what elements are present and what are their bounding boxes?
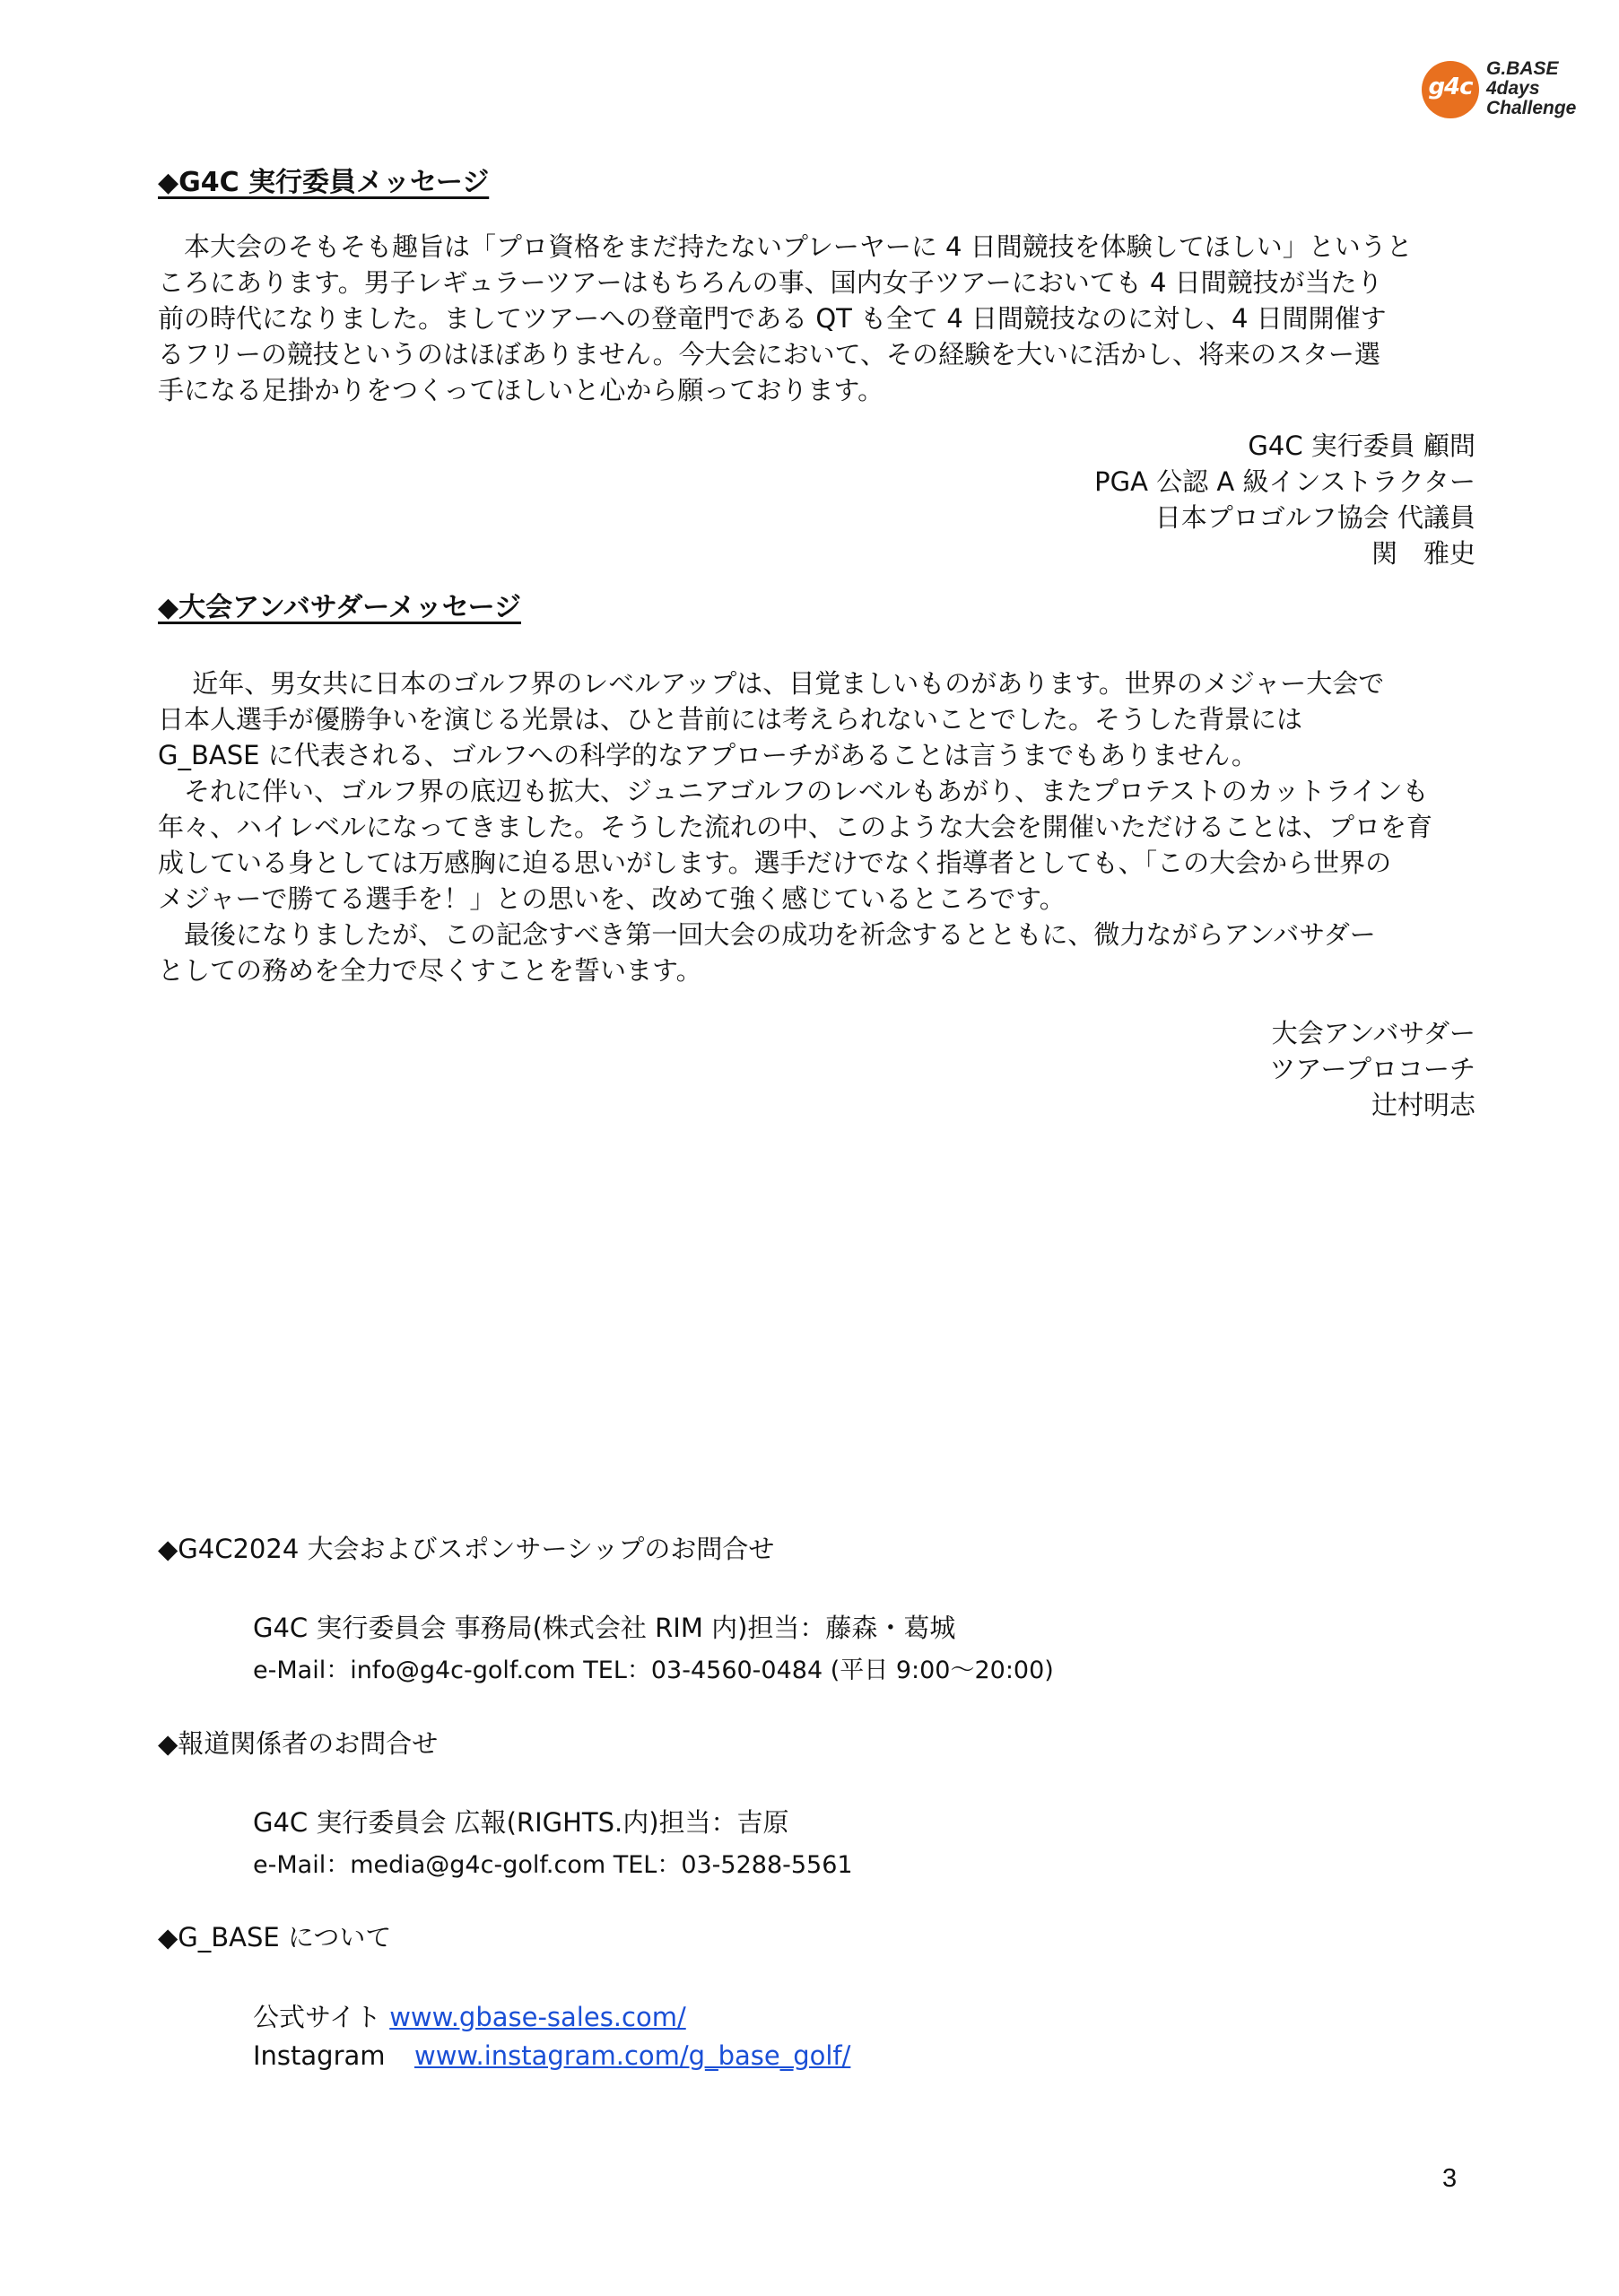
sponsor-contact-office: G4C 実行委員会 事務局(株式会社 RIM 内)担当：藤森・葛城 bbox=[253, 1613, 956, 1643]
logo-line-3: Challenge bbox=[1486, 98, 1577, 118]
paragraph-line: ころにあります。男子レギュラーツアーはもちろんの事、国内女子ツアーにおいても 4 日間競技が当たり bbox=[158, 267, 1383, 298]
section-title-committee: ◆G4C 実行委員メッセージ bbox=[158, 167, 490, 198]
paragraph-line: G_BASE に代表される、ゴルフへの科学的なアプローチがあることは言うまでもありません。 bbox=[158, 740, 1258, 770]
paragraph-line: 近年、男女共に日本のゴルフ界のレベルアップは、目覚ましいものがあります。世界のメジャー大会で bbox=[158, 668, 1385, 699]
committee-signature bbox=[1094, 428, 1475, 571]
press-contact-office: G4C 実行委員会 広報(RIGHTS.内)担当：吉原 bbox=[253, 1807, 789, 1838]
paragraph-line: 手になる足掛かりをつくってほしいと心から願っております。 bbox=[158, 375, 884, 405]
logo-line-1: G.BASE bbox=[1486, 58, 1559, 79]
signature-line: 辻村明志 bbox=[1371, 1090, 1475, 1120]
ambassador-message bbox=[158, 665, 1476, 988]
signature-line: PGA 公認 A 級インストラクター bbox=[1094, 466, 1475, 497]
sponsor-contact-details: e-Mail：info@g4c-golf.com TEL：03-4560-0484 (平日 9:00～20:00) bbox=[253, 1657, 1054, 1684]
gbase-instagram-row bbox=[253, 2040, 850, 2071]
signature-line: G4C 実行委員 顧問 bbox=[1248, 430, 1475, 461]
paragraph-line: それに伴い、ゴルフ界の底辺も拡大、ジュニアゴルフのレベルもあがり、またプロテストのカットラインも bbox=[158, 776, 1429, 806]
paragraph-line: メジャーで勝てる選手を！」との思いを、改めて強く感じているところです。 bbox=[158, 883, 1066, 914]
instagram-label: Instagram bbox=[253, 2040, 386, 2071]
gbase-site-row bbox=[253, 1997, 686, 2034]
instagram-link[interactable]: www.instagram.com/g_base_golf/ bbox=[413, 2040, 851, 2071]
site-label: 公式サイト bbox=[253, 2002, 381, 2032]
paragraph-line: 前の時代になりました。ましてツアーへの登竜門である QT も全て 4 日間競技なのに対し、4 日間開催す bbox=[158, 303, 1387, 334]
paragraph-line: 成している身としては万感胸に迫る思いがします。選手だけでなく指導者としても、「この大会から世界の bbox=[158, 848, 1392, 878]
paragraph-line: 年々、ハイレベルになってきました。そうした流れの中、このような大会を開催いただけることは、プロを育 bbox=[158, 812, 1433, 842]
paragraph-line: 本大会のそもそも趣旨は「プロ資格をまだ持たないプレーヤーに 4 日間競技を体験してほしい」というと bbox=[158, 231, 1413, 262]
paragraph-line: 最後になりましたが、この記念すべき第一回大会の成功を祈念するとともに、微力ながらアンバサダー bbox=[158, 919, 1376, 950]
paragraph-line: るフリーの競技というのはほぼありません。今大会において、その経験を大いに活かし、将来のスター選 bbox=[158, 339, 1381, 370]
logo-line-2: 4days bbox=[1486, 78, 1540, 99]
section-title-ambassador: ◆大会アンバサダーメッセージ bbox=[158, 592, 521, 623]
gbase-heading: ◆G_BASE について bbox=[158, 1922, 392, 1952]
signature-line: 関 雅史 bbox=[1371, 538, 1475, 569]
press-contact-heading: ◆報道関係者のお問合せ bbox=[158, 1728, 439, 1759]
signature-line: 大会アンバサダー bbox=[1271, 1018, 1475, 1048]
press-contact-details: e-Mail：media@g4c-golf.com TEL：03-5288-5561 bbox=[253, 1851, 853, 1879]
official-site-link[interactable]: www.gbase-sales.com/ bbox=[389, 2002, 686, 2032]
logo-text bbox=[1486, 59, 1576, 118]
paragraph-line: 日本人選手が優勝争いを演じる光景は、ひと昔前には考えられないことでした。そうした背景には bbox=[158, 704, 1303, 735]
sponsor-contact-heading: ◆G4C2024 大会およびスポンサーシップのお問合せ bbox=[158, 1534, 775, 1564]
paragraph-line: としての務めを全力で尽くすことを誓います。 bbox=[158, 955, 702, 986]
g-base-logo bbox=[1422, 59, 1583, 131]
ambassador-signature bbox=[1269, 1015, 1475, 1123]
signature-line: 日本プロゴルフ協会 代議員 bbox=[1154, 502, 1475, 533]
page-number: 3 bbox=[1442, 2164, 1458, 2193]
g4c-logo-mark bbox=[1422, 61, 1479, 118]
signature-line: ツアープロコーチ bbox=[1269, 1054, 1475, 1084]
logo-mark-text: g4c bbox=[1428, 74, 1473, 100]
committee-message bbox=[158, 229, 1476, 408]
